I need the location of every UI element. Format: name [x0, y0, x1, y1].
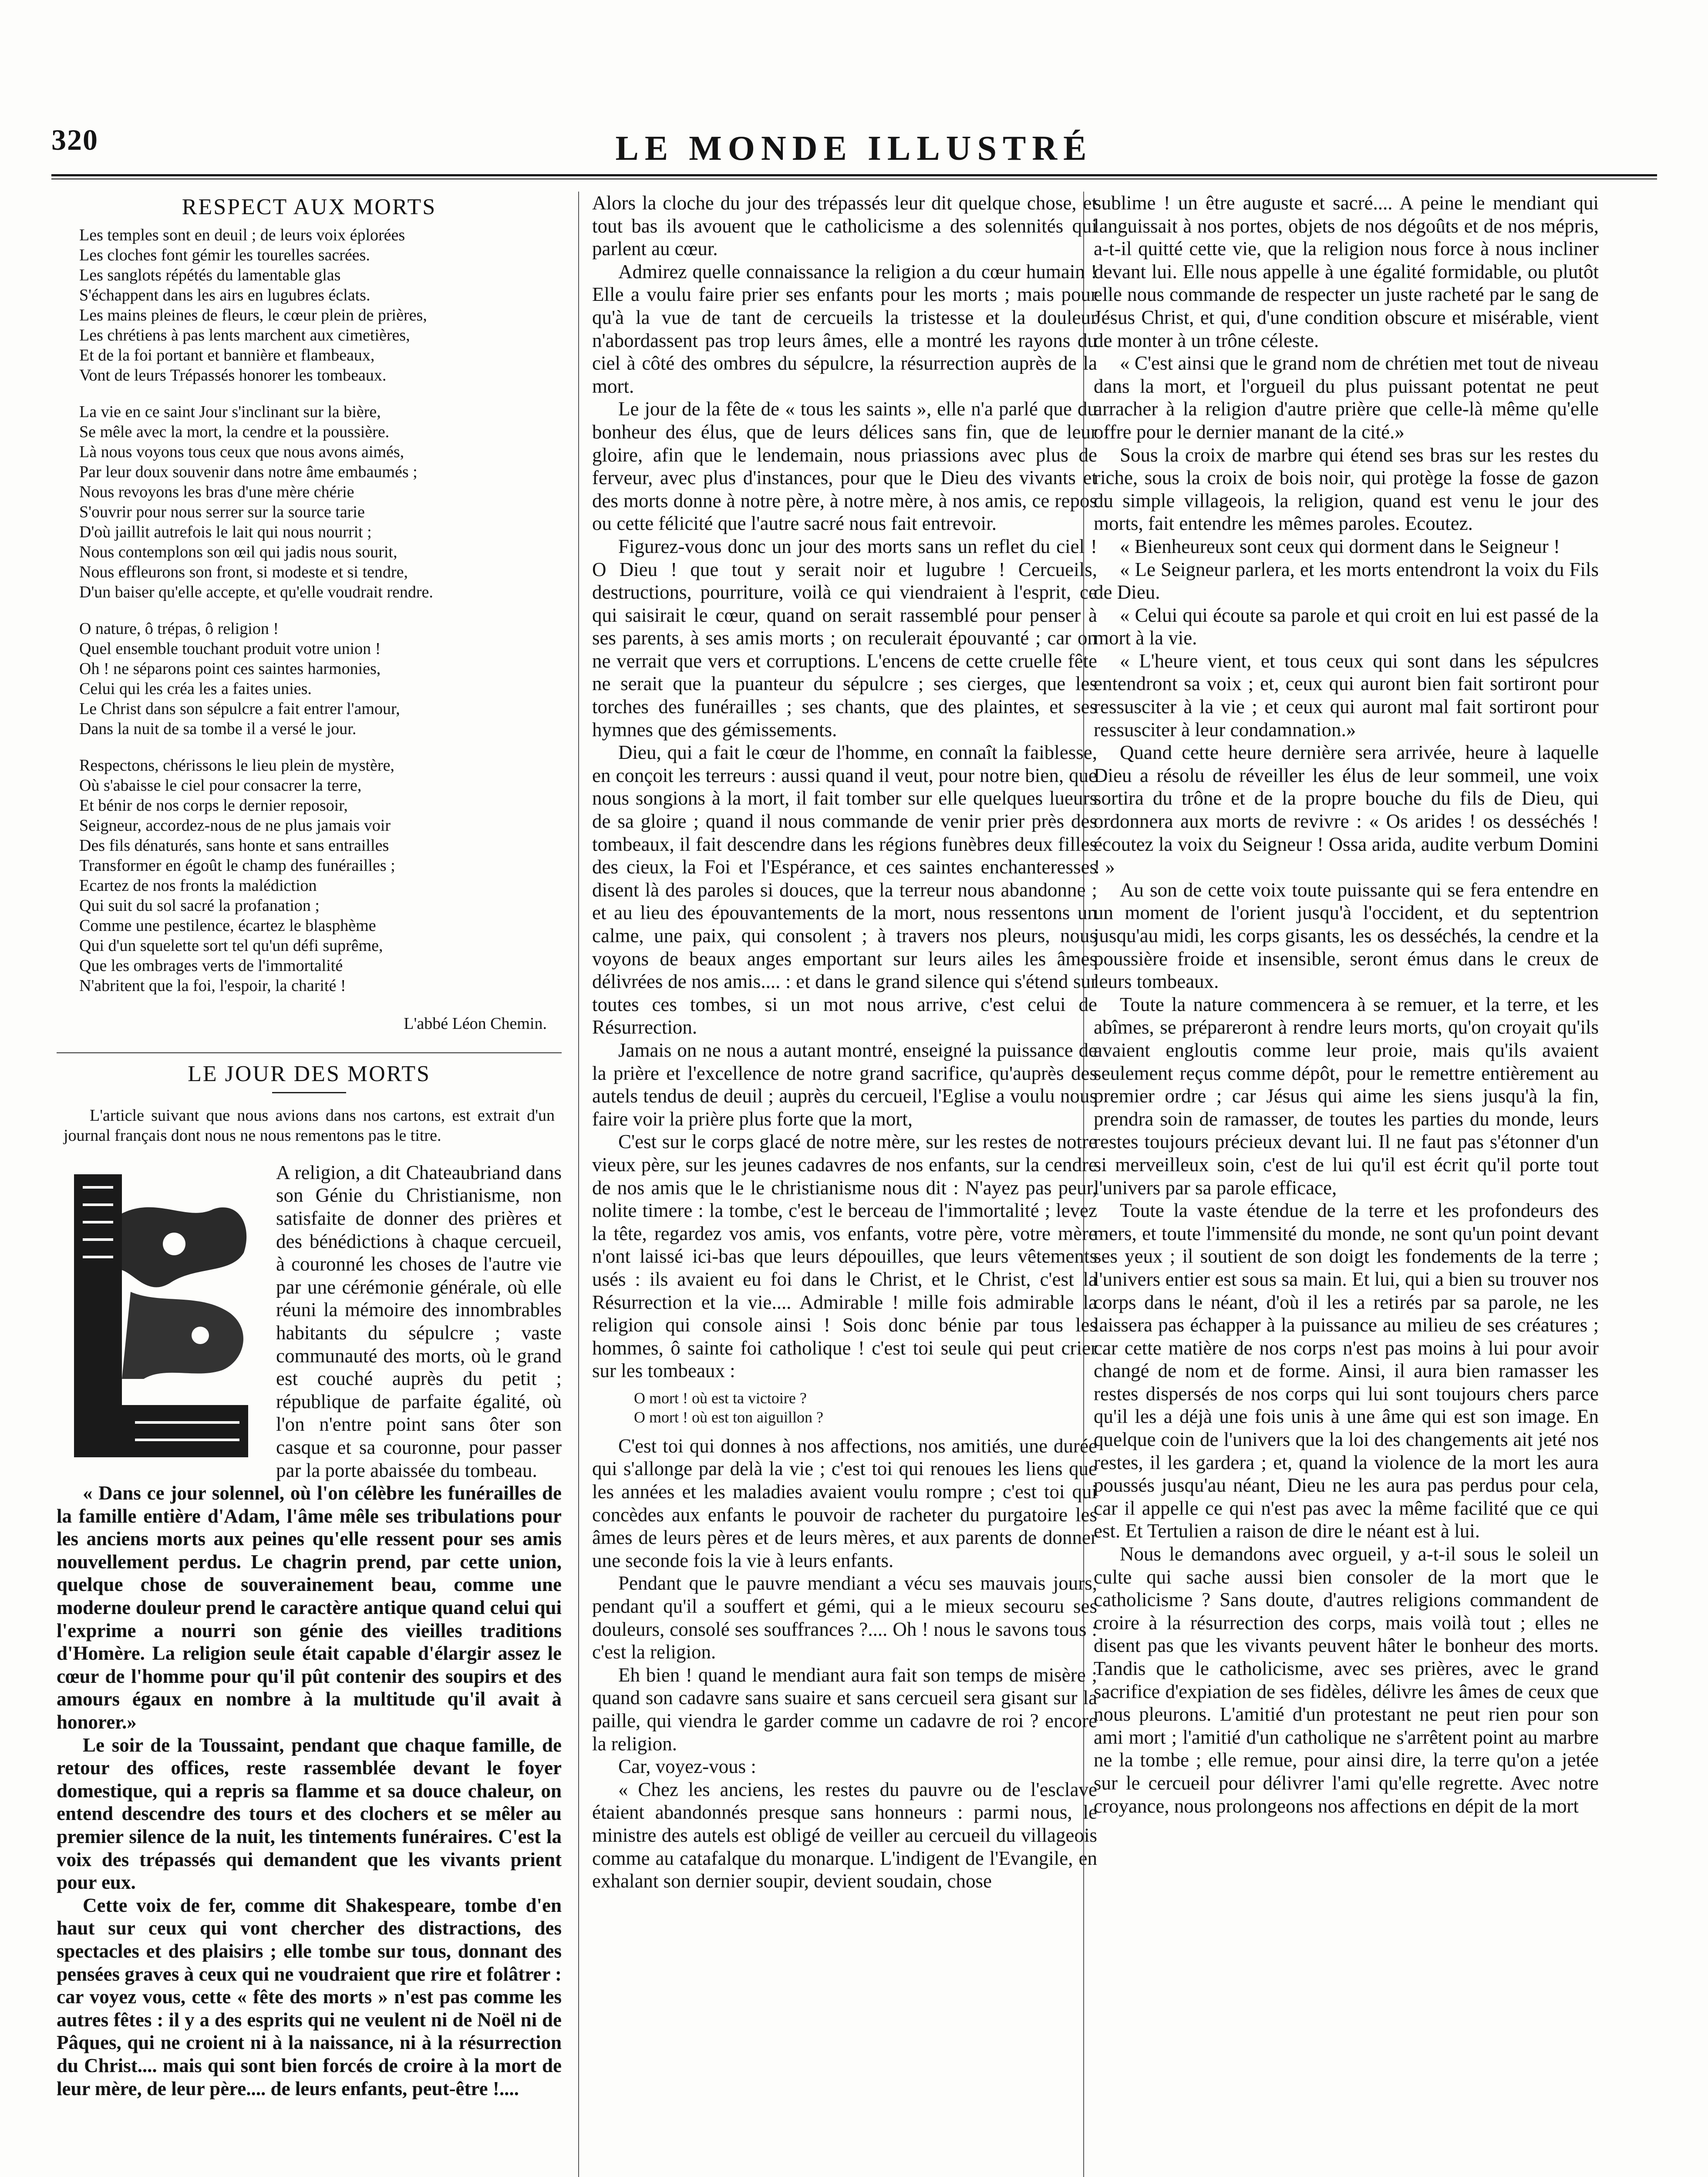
poem-line: Quel ensemble touchant produit votre union ! [79, 639, 381, 658]
poem-stanza [79, 755, 562, 996]
poem-line: Nous effleurons son front, si modeste et si tendre, [79, 563, 408, 581]
column-3 [1094, 192, 1599, 2177]
title-underline [272, 1092, 346, 1093]
quote-line: O mort ! où est ton aiguillon ? [634, 1408, 823, 1426]
poem-line: Transformer en égoût le champ des funérailles ; [79, 856, 395, 875]
article-paragraph: « L'heure vient, et tous ceux qui sont dans les sépulcres entendront sa voix ; et, ceux qui auront bien fait sortiront pour ressusciter à la vie ; et ceux qui auront mal fait sortiront pour ressusciter à leur condamnation.» [1094, 650, 1599, 741]
section-separator [57, 1052, 562, 1053]
col1-paragraphs [57, 1482, 562, 2100]
scripture-quote [592, 1388, 1097, 1427]
poem-line: Et de la foi portant et bannière et flambeaux, [79, 346, 375, 364]
article-paragraph: Car, voyez-vous : [618, 1756, 756, 1778]
article-paragraph: « Le Seigneur parlera, et les morts entendront la voix du Fils de Dieu. [1094, 558, 1599, 603]
article-paragraph: Alors la cloche du jour des trépassés leur dit quelque chose, et tout bas ils avouent que le catholicisme a des solennités qui parlent au cœur. [592, 192, 1097, 260]
poem-line: Qui suit du sol sacré la profanation ; [79, 896, 320, 915]
col2-paragraphs-a [592, 192, 1097, 1382]
masthead-rule-thick [51, 174, 1657, 176]
poem-line: Celui qui les créa les a faites unies. [79, 679, 312, 698]
poem-line: Qui d'un squelette sort tel qu'un défi suprême, [79, 936, 383, 955]
article-paragraph: Figurez-vous donc un jour des morts sans un reflet du ciel ! O Dieu ! que tout y serait noir et lugubre ! Cercueils, destructions, pourriture, voilà ce qui viendraient à l'esprit, ce qui saisirait le cœur, quand on serait rassemblé pour penser à ses parents, à ses amis morts ; on reculerait épouvanté ; car on ne verrait que vers et corruptions. L'encens de cette cruelle fête ne serait que la puanteur du sépulcre ; ses cierges, que les torches des funérailles ; ses chants, que des plaintes, et ses hymnes que des gémissements. [592, 535, 1097, 741]
article-paragraph: Quand cette heure dernière sera arrivée, heure à laquelle Dieu a résolu de réveiller les élus de leur sommeil, une voix sortira du trône et de la propre bouche du fils de Dieu, qui ordonnera aux morts de revivre : « Os arides ! os desséchés ! écoutez la voix du Seigneur ! Ossa arida, audite verbum Domini ! » [1094, 741, 1599, 878]
poem-line: Dans la nuit de sa tombe il a versé le jour. [79, 719, 357, 738]
article-paragraph: C'est toi qui donnes à nos affections, nos amitiés, une durée qui s'allonge par delà la vie ; c'est toi qui renoues les liens que les années et les maladies avaient voulu rompre ; c'est toi qui concèdes aux enfants le pouvoir de racheter du purgatoire les âmes de leurs pères et de leurs mères, et aux parents de donner une seconde fois la vie à leurs enfants. [592, 1435, 1097, 1571]
article-paragraph: « Celui qui écoute sa parole et qui croit en lui est passé de la mort à la vie. [1094, 604, 1599, 649]
column-divider-1 [578, 192, 579, 2177]
column-1 [57, 192, 562, 2177]
poem-line: Par leur doux souvenir dans notre âme embaumés ; [79, 462, 418, 481]
poem-line: La vie en ce saint Jour s'inclinant sur la bière, [79, 402, 381, 421]
column-2 [592, 192, 1097, 2177]
poem-line: O nature, ô trépas, ô religion ! [79, 619, 279, 638]
article-paragraph: Cette voix de fer, comme dit Shakespeare, tombe d'en haut sur ceux qui vont chercher des distractions, des spectacles et des plaisirs ; elle tombe sur tous, donnant des pensées graves à ceux qui ne voudraient que rire et folâtrer : car voyez vous, cette « fête des morts » n'est pas comme les autres fêtes : il y a des esprits qui ne veulent ni de Noël ni de Pâques, qui ne croient ni à la naissance, ni à la résurrection du Christ.... mais qui sont bien forcés de croire à la mort de leur mère, de leur père.... de leurs enfants, peut-être !.... [57, 1894, 562, 2099]
poem-line: Des fils dénaturés, sans honte et sans entrailles [79, 836, 389, 855]
poem-line: Nous revoyons les bras d'une mère chérie [79, 482, 354, 501]
poem-line: Et bénir de nos corps le dernier reposoir, [79, 796, 348, 815]
poem-line: Les sanglots répétés du lamentable glas [79, 266, 341, 284]
article-paragraph: « Dans ce jour solennel, où l'on célèbre les funérailles de la famille entière d'Adam, l'âme mêle ses tribulations pour les anciens morts aux peines qu'elle ressent pour ses amis nouvellement perdus. Le chagrin prend, par cette union, quelque chose de souverainement beau, comme une moderne douleur prend le caractère antique quand celui qui l'exprime a nourri son génie des vieilles traditions d'Homère. La religion seule était capable d'élargir assez le cœur de l'homme pour qu'il pût contenir des soupirs et des amours égaux en nombre à la multitude qu'il avait à honorer.» [57, 1482, 562, 1733]
col3-paragraphs [1094, 192, 1599, 1817]
journal-masthead: LE MONDE ILLUSTRÉ [615, 129, 1093, 168]
article-paragraph: Admirez quelle connaissance la religion a du cœur humain ! Elle a voulu faire prier ses enfants pour les morts ; mais pour qu'à la vue de tant de cercueils la tristesse et la douleur n'abordassent pas trop leurs âmes, elle a montré les rayons du ciel à côté des ombres du sépulcre, la résurrection auprès de la mort. [592, 260, 1097, 397]
article-paragraph: Toute la nature commencera à se remuer, et la terre, et les abîmes, se prépareront à rendre leurs morts, qu'on croyait qu'ils avaient engloutis comme leur proie, mais qu'ils avaient seulement reçus comme dépôt, pour le remettre entièrement au premier ordre ; car Jésus qui aime les siens jusqu'à la fin, prendra soin de ramasser, de toutes les parties du monde, leurs restes toujours précieux devant lui. Il ne faut pas s'étonner d'un si merveilleux soin, c'est de lui qu'il est écrit qu'il porte tout l'univers par sa parole efficace, [1094, 993, 1599, 1199]
poem-line: D'où jaillit autrefois le lait qui nous nourrit ; [79, 522, 372, 541]
poem-line: Que les ombrages verts de l'immortalité [79, 956, 343, 975]
article-paragraph: « Bienheureux sont ceux qui dorment dans le Seigneur ! [1120, 535, 1560, 557]
article-title: LE JOUR DES MORTS [188, 1062, 431, 1087]
article-paragraph: Toute la vaste étendue de la terre et les profondeurs des mers, et toute l'immensité du monde, ne sont qu'un point devant ses yeux ; il soutient de son doigt les fondements de la terre ; l'univers entier est sous sa main. Et lui, qui a bien su trouver nos corps dans le néant, d'où il les a retirés par sa parole, ne les laissera pas échapper à la puissance au milieu de ses créatures ; car cette matière de nos corps n'est pas moins à lui pour avoir changé de nom et de forme. Ainsi, il aura bien ramasser les restes dispersés de nos corps qui lui sont toujours chers parce qu'il les a déjà une fois unis à une âme qui est son image. En quelque coin de l'univers que la loi des changements ait jeté nos restes, il les gardera ; et, quand la violence de la mort les aura poussés jusqu'au néant, Dieu ne les aura pas perdus pour cela, car il appelle ce qui n'est pas avec la même facilité que ce qui est. Et Tertulien a raison de dire le néant est à lui. [1094, 1200, 1599, 1542]
poem-line: S'échappent dans les airs en lugubres éclats. [79, 286, 371, 304]
poem-line: Nous contemplons son œil qui jadis nous sourit, [79, 543, 398, 561]
article-paragraph: « Chez les anciens, les restes du pauvre ou de l'esclave étaient abandonnés presque sans honneurs : parmi nous, le ministre des autels est obligé de veiller au cercueil du villageois comme au catafalque du monarque. L'indigent de l'Evangile, en exhalant son dernier soupir, devient soudain, chose [592, 1778, 1097, 1892]
article-paragraph: C'est sur le corps glacé de notre mère, sur les restes de notre vieux père, sur les jeunes cadavres de nos enfants, sur la cendre de nos amis que le le christianisme nous dit : N'ayez pas peur, nolite timere : la tombe, c'est le berceau de l'immortalité ; levez la tête, regardez vos amis, vos enfants, votre père, votre mère n'ont laissé ici-bas que leurs dépouilles, que leurs vêtements usés : ils avaient eu foi dans le Christ, et le Christ, c'est la Résurrection et la vie.... Admirable ! mille fois admirable la religion qui console ainsi ! Sois donc bénie par tous les hommes, ô sainte foi catholique ! c'est toi seule qui peut crier sur les tombeaux : [592, 1131, 1097, 1382]
col2-paragraphs-b [592, 1435, 1097, 1893]
poem-line: Comme une pestilence, écartez le blasphème [79, 916, 376, 935]
poem-line: N'abritent que la foi, l'espoir, la charité ! [79, 976, 346, 995]
poem-line: Vont de leurs Trépassés honorer les tombeaux. [79, 366, 387, 384]
poem-line: D'un baiser qu'elle accepte, et qu'elle voudrait rendre. [79, 583, 433, 601]
poem-stanza [79, 619, 562, 739]
article-paragraph: Jamais on ne nous a autant montré, enseigné la puissance de la prière et l'excellence de notre grand sacrifice, qu'auprès des autels tendus de deuil ; auprès du cercueil, l'Eglise a voulu nous faire voir la prière plus forte que la mort, [592, 1039, 1097, 1130]
article-paragraph: « C'est ainsi que le grand nom de chrétien met tout de niveau dans la mort, et l'orgueil du plus puissant potentat ne peut arracher à la religion d'autre prière que celle-là même qu'elle offre pour le dernier manant de la cité.» [1094, 352, 1599, 443]
article-paragraph: Nous le demandons avec orgueil, y a-t-il sous le soleil un culte qui sache aussi bien consoler de la mort que le catholicisme ? Sans doute, d'autres religions commandent de croire à la résurrection des corps, mais voilà tout ; elles ne disent pas que les vivants peuvent hâter le bonheur des morts. Tandis que le catholicisme, avec ses prières, avec le grand sacrifice d'expiation de ses fidèles, délivre les âmes de ceux que nous pleurons. L'amitié d'un protestant ne peut rien pour son ami mort ; l'amitié d'un catholique ne s'arrêtent point au marbre ne la tombe ; elle remue, pour ainsi dire, la terre qu'on a jetée sur le cercueil pour délivrer l'ami qu'elle regrette. Avec notre croyance, nous prolongeons nos affections en dépit de la mort [1094, 1543, 1599, 1817]
poem-line: Où s'abaisse le ciel pour consacrer la terre, [79, 776, 362, 795]
quote-line: O mort ! où est ta victoire ? [634, 1389, 807, 1407]
dropcap-paragraph: A religion, a dit Chateaubriand dans son Génie du Christianisme, non satisfaite de donner des prières et des bénédictions à chaque cercueil, à couronné les choses de l'autre vie par une cérémonie générale, où elle réuni la mémoire des innombrables habitants du sépulcre ; vaste communauté des morts, où le grand est couché auprès du petit ; république de parfaite égalité, où l'on n'entre point sans ôter son casque et sa couronne, pour passer par la porte abaissée du tombeau. [276, 1161, 562, 1481]
poem-stanza [79, 402, 562, 602]
article-paragraph: Le soir de la Toussaint, pendant que chaque famille, de retour des offices, reste rassemblée devant le foyer domestique, qui a repris sa flamme et sa douce chaleur, on entend descendre des tours et des clochers et se mêler au premier silence de la nuit, les tintements funéraires. C'est la voix des trépassés qui demandent que les vivants prient pour eux. [57, 1734, 562, 1894]
poem-line: Se mêle avec la mort, la cendre et la poussière. [79, 422, 390, 441]
poem-line: Les mains pleines de fleurs, le cœur plein de prières, [79, 306, 427, 324]
poem-line: Là nous voyons tous ceux que nous avons aimés, [79, 442, 404, 461]
article-paragraph: Dieu, qui a fait le cœur de l'homme, en connaît la faiblesse, en conçoit les terreurs : aussi quand il veut, pour notre bien, que nous songions à la mort, il fait tomber sur elle quelques lueurs de sa gloire ; quand il nous commande de venir prier près des tombeaux, il fait descendre dans les régions funèbres deux filles des cieux, la Foi et l'Espérance, et ces saintes enchanteresses disent là des paroles si douces, que la terreur nous abandonne ; et au lieu des épouvantements de la mort, nous ressentons un calme, une paix, qui consolent ; à travers nos pleurs, nous voyons de beaux anges emportant sur leurs ailes les âmes délivrées de nos amis.... : et dans le grand silence qui s'étend sur toutes ces tombes, si un mot nous arrive, c'est celui de Résurrection. [592, 741, 1097, 1038]
article-paragraph: sublime ! un être auguste et sacré.... A peine le mendiant qui languissait à nos portes, objets de nos dégoûts et de nos mépris, a-t-il quitté cette vie, que la religion nous force à nous incliner devant lui. Elle nous appelle à une égalité formidable, ou plutôt elle nous commande de respecter un juste racheté par le sang de Jésus Christ, et qui, d'une condition obscure et misérable, vient de monter à un trône céleste. [1094, 192, 1599, 351]
dropcap-block [57, 1161, 562, 1482]
poem-body [57, 225, 562, 996]
poem-line: Respectons, chérissons le lieu plein de mystère, [79, 756, 394, 775]
poem-line: Oh ! ne séparons point ces saintes harmonies, [79, 659, 381, 678]
article-paragraph: Au son de cette voix toute puissante qui se fera entendre en un moment de l'orient jusqu'à l'occident, et du septentrion jusqu'au midi, les corps gisants, les os desséchés, la cendre et la poussière froide et insensible, seront émus dans le creux de leurs tombeaux. [1094, 879, 1599, 993]
page-number: 320 [51, 123, 98, 156]
poem-line: Seigneur, accordez-nous de ne plus jamais voir [79, 816, 391, 835]
article-paragraph: Eh bien ! quand le mendiant aura fait son temps de misère ; quand son cadavre sans suaire et sans cercueil sera gisant sur la paille, qui viendra le garder comme un cadavre de roi ? encore la religion. [592, 1664, 1097, 1755]
poem-signature: L'abbé Léon Chemin. [404, 1014, 547, 1033]
poem-line: S'ouvrir pour nous serrer sur la source tarie [79, 502, 365, 521]
article-paragraph: Sous la croix de marbre qui étend ses bras sur les restes du riche, sous la croix de bois noir, qui protège la fosse de gazon du simple villageois, la religion, quand est venu le jour des morts, fait entendre les mêmes paroles. Ecoutez. [1094, 444, 1599, 535]
article-paragraph: Pendant que le pauvre mendiant a vécu ses mauvais jours, pendant qu'il a souffert et gémi, qui a le mieux secouru ses douleurs, consolé ses souffrances ?.... Oh ! nous le savons tous : c'est la religion. [592, 1572, 1097, 1663]
poem-stanza [79, 225, 562, 385]
poem-line: Les chrétiens à pas lents marchent aux cimetières, [79, 326, 410, 344]
poem-line: Les cloches font gémir les tourelles sacrées. [79, 246, 370, 264]
article-paragraph: Le jour de la fête de « tous les saints », elle n'a parlé que du bonheur des élus, que de leurs délices sans fin, que de leur gloire, afin que le lendemain, nous priassions avec plus de ferveur, avec plus d'instances, pour que le Dieu des vivants et des morts donne à notre père, à notre mère, à nos amis, ce repos ou cette félicité que l'autre sacré nous fait entrevoir. [592, 398, 1097, 535]
decorated-initial-illustration [57, 1161, 266, 1466]
poem-line: Le Christ dans son sépulcre a fait entrer l'amour, [79, 699, 400, 718]
article-intro: L'article suivant que nous avions dans nos cartons, est extrait d'un journal français dont nous ne nous rementons pas le titre. [64, 1106, 555, 1145]
poem-title: RESPECT AUX MORTS [182, 195, 437, 219]
poem-line: Ecartez de nos fronts la malédiction [79, 876, 317, 895]
poem-line: Les temples sont en deuil ; de leurs voix éplorées [79, 226, 405, 244]
